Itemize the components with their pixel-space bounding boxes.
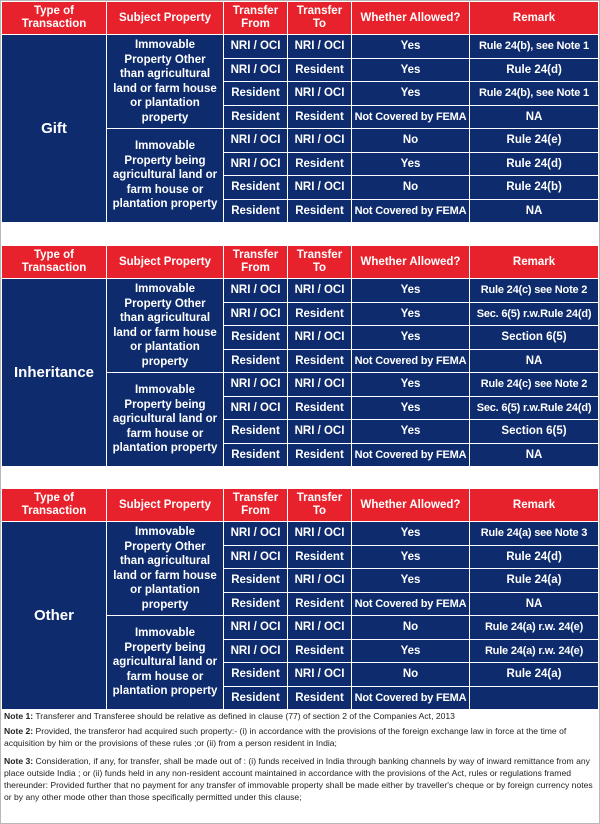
cell-from: NRI / OCI [224,279,287,302]
cell-remark: Rule 24(d) [470,546,598,569]
cell-remark: Sec. 6(5) r.w.Rule 24(d) [470,303,598,326]
cell-to: Resident [288,106,351,129]
note-2: Note 2: Provided, the transferor had acquired such property:- (i) in accordance with the provisions of the foreign exchange law in force at the time of acquisition by him or the provisions of these rules ;or (ii) from a person resident in India; [4,726,567,748]
cell-from: Resident [224,420,287,443]
cell-remark: Sec. 6(5) r.w.Rule 24(d) [470,397,598,420]
subject-property: Immovable Property Other than agricultural land or farm house or plantation property [107,279,223,372]
cell-allowed: Not Covered by FEMA [352,200,469,223]
cell-to: NRI / OCI [288,569,351,592]
column-header-allowed: Whether Allowed? [352,246,469,278]
cell-to: NRI / OCI [288,82,351,105]
cell-remark: Rule 24(b), see Note 1 [470,35,598,58]
cell-to: Resident [288,546,351,569]
column-header-to: Transfer To [288,2,351,34]
cell-allowed: Not Covered by FEMA [352,106,469,129]
cell-allowed: No [352,176,469,199]
cell-remark: Rule 24(a) r.w. 24(e) [470,616,598,639]
table-row [2,279,598,302]
cell-remark: Rule 24(a) r.w. 24(e) [470,640,598,663]
column-header-type: Type of Transaction [2,489,106,521]
cell-allowed: Not Covered by FEMA [352,687,469,710]
column-header-to: Transfer To [288,246,351,278]
column-header-subject: Subject Property [107,2,223,34]
cell-allowed: Yes [352,303,469,326]
cell-from: Resident [224,106,287,129]
column-header-allowed: Whether Allowed? [352,489,469,521]
cell-to: Resident [288,350,351,373]
cell-to: Resident [288,59,351,82]
subject-property: Immovable Property being agricultural land or farm house or plantation property [107,616,223,709]
cell-remark: Section 6(5) [470,326,598,349]
subject-property: Immovable Property being agricultural land or farm house or plantation property [107,373,223,466]
column-header-remark: Remark [470,246,598,278]
cell-remark: Rule 24(d) [470,59,598,82]
cell-remark: Rule 24(d) [470,153,598,176]
cell-from: NRI / OCI [224,522,287,545]
cell-to: NRI / OCI [288,279,351,302]
cell-from: Resident [224,82,287,105]
column-header-subject: Subject Property [107,246,223,278]
cell-to: NRI / OCI [288,35,351,58]
cell-from: NRI / OCI [224,616,287,639]
subject-property: Immovable Property being agricultural land or farm house or plantation property [107,129,223,222]
cell-allowed: Not Covered by FEMA [352,350,469,373]
cell-allowed: Yes [352,522,469,545]
column-header-subject: Subject Property [107,489,223,521]
header-row [2,246,598,278]
inheritance-table [1,245,599,467]
cell-from: NRI / OCI [224,129,287,152]
cell-to: NRI / OCI [288,129,351,152]
cell-to: NRI / OCI [288,176,351,199]
cell-remark: Rule 24(c) see Note 2 [470,279,598,302]
cell-from: NRI / OCI [224,303,287,326]
transaction-type: Inheritance [2,279,106,466]
cell-from: NRI / OCI [224,546,287,569]
column-header-to: Transfer To [288,489,351,521]
cell-allowed: Not Covered by FEMA [352,444,469,467]
cell-allowed: Yes [352,279,469,302]
column-header-remark: Remark [470,489,598,521]
note-3: Note 3: Consideration, if any, for transfer, shall be made out of : (i) funds received in India through banking channels by way of inward remittance from any place outside India ; or (ii) funds held in any non-resident account maintained in accordance with the provisions of the Act, rules or regulations framed thereunder: Provided further that no payment for any transfer of immovable property shall be made either by traveller's cheque or by foreign currency notes or by any other mode other than those specifically permitted under this clause; [4,756,593,802]
cell-from: NRI / OCI [224,640,287,663]
cell-allowed: No [352,129,469,152]
notes-section [4,710,596,806]
cell-allowed: No [352,663,469,686]
cell-remark: Rule 24(a) [470,569,598,592]
cell-allowed: Yes [352,153,469,176]
cell-from: NRI / OCI [224,35,287,58]
cell-from: NRI / OCI [224,59,287,82]
transaction-type: Gift [2,35,106,222]
cell-remark: NA [470,350,598,373]
subject-property: Immovable Property Other than agricultural land or farm house or plantation property [107,522,223,615]
cell-allowed: Not Covered by FEMA [352,593,469,616]
subject-property: Immovable Property Other than agricultural land or farm house or plantation property [107,35,223,128]
cell-remark [470,687,598,710]
cell-remark: NA [470,593,598,616]
cell-to: Resident [288,303,351,326]
cell-from: Resident [224,687,287,710]
cell-from: Resident [224,569,287,592]
cell-allowed: Yes [352,59,469,82]
cell-allowed: Yes [352,569,469,592]
header-row [2,489,598,521]
cell-to: Resident [288,397,351,420]
cell-to: NRI / OCI [288,616,351,639]
cell-allowed: Yes [352,546,469,569]
table-row [2,35,598,58]
header-row [2,2,598,34]
cell-remark: Rule 24(b) [470,176,598,199]
cell-remark: Rule 24(b), see Note 1 [470,82,598,105]
cell-to: NRI / OCI [288,420,351,443]
cell-to: NRI / OCI [288,522,351,545]
cell-from: Resident [224,663,287,686]
cell-to: Resident [288,444,351,467]
cell-remark: Rule 24(e) [470,129,598,152]
cell-remark: NA [470,106,598,129]
cell-allowed: No [352,616,469,639]
other-table [1,488,599,710]
transaction-type: Other [2,522,106,709]
cell-allowed: Yes [352,420,469,443]
cell-to: Resident [288,153,351,176]
cell-remark: NA [470,200,598,223]
column-header-type: Type of Transaction [2,2,106,34]
cell-allowed: Yes [352,35,469,58]
cell-remark: Rule 24(a) see Note 3 [470,522,598,545]
cell-remark: Rule 24(c) see Note 2 [470,373,598,396]
gift-table [1,1,599,223]
note-1: Note 1: Transferer and Transferee should be relative as defined in clause (77) of section 2 of the Companies Act, 2013 [4,711,455,721]
cell-from: Resident [224,200,287,223]
column-header-from: Transfer From [224,246,287,278]
column-header-from: Transfer From [224,489,287,521]
cell-to: Resident [288,200,351,223]
cell-to: NRI / OCI [288,663,351,686]
cell-allowed: Yes [352,397,469,420]
cell-allowed: Yes [352,82,469,105]
cell-from: Resident [224,593,287,616]
cell-from: Resident [224,444,287,467]
cell-remark: NA [470,444,598,467]
table-row [2,522,598,545]
cell-from: NRI / OCI [224,373,287,396]
cell-from: Resident [224,350,287,373]
cell-to: Resident [288,593,351,616]
column-header-allowed: Whether Allowed? [352,2,469,34]
cell-from: Resident [224,176,287,199]
column-header-from: Transfer From [224,2,287,34]
cell-to: Resident [288,640,351,663]
cell-allowed: Yes [352,326,469,349]
cell-to: Resident [288,687,351,710]
cell-allowed: Yes [352,640,469,663]
column-header-type: Type of Transaction [2,246,106,278]
cell-from: Resident [224,326,287,349]
cell-to: NRI / OCI [288,373,351,396]
cell-from: NRI / OCI [224,153,287,176]
cell-from: NRI / OCI [224,397,287,420]
cell-remark: Section 6(5) [470,420,598,443]
cell-allowed: Yes [352,373,469,396]
column-header-remark: Remark [470,2,598,34]
cell-remark: Rule 24(a) [470,663,598,686]
cell-to: NRI / OCI [288,326,351,349]
